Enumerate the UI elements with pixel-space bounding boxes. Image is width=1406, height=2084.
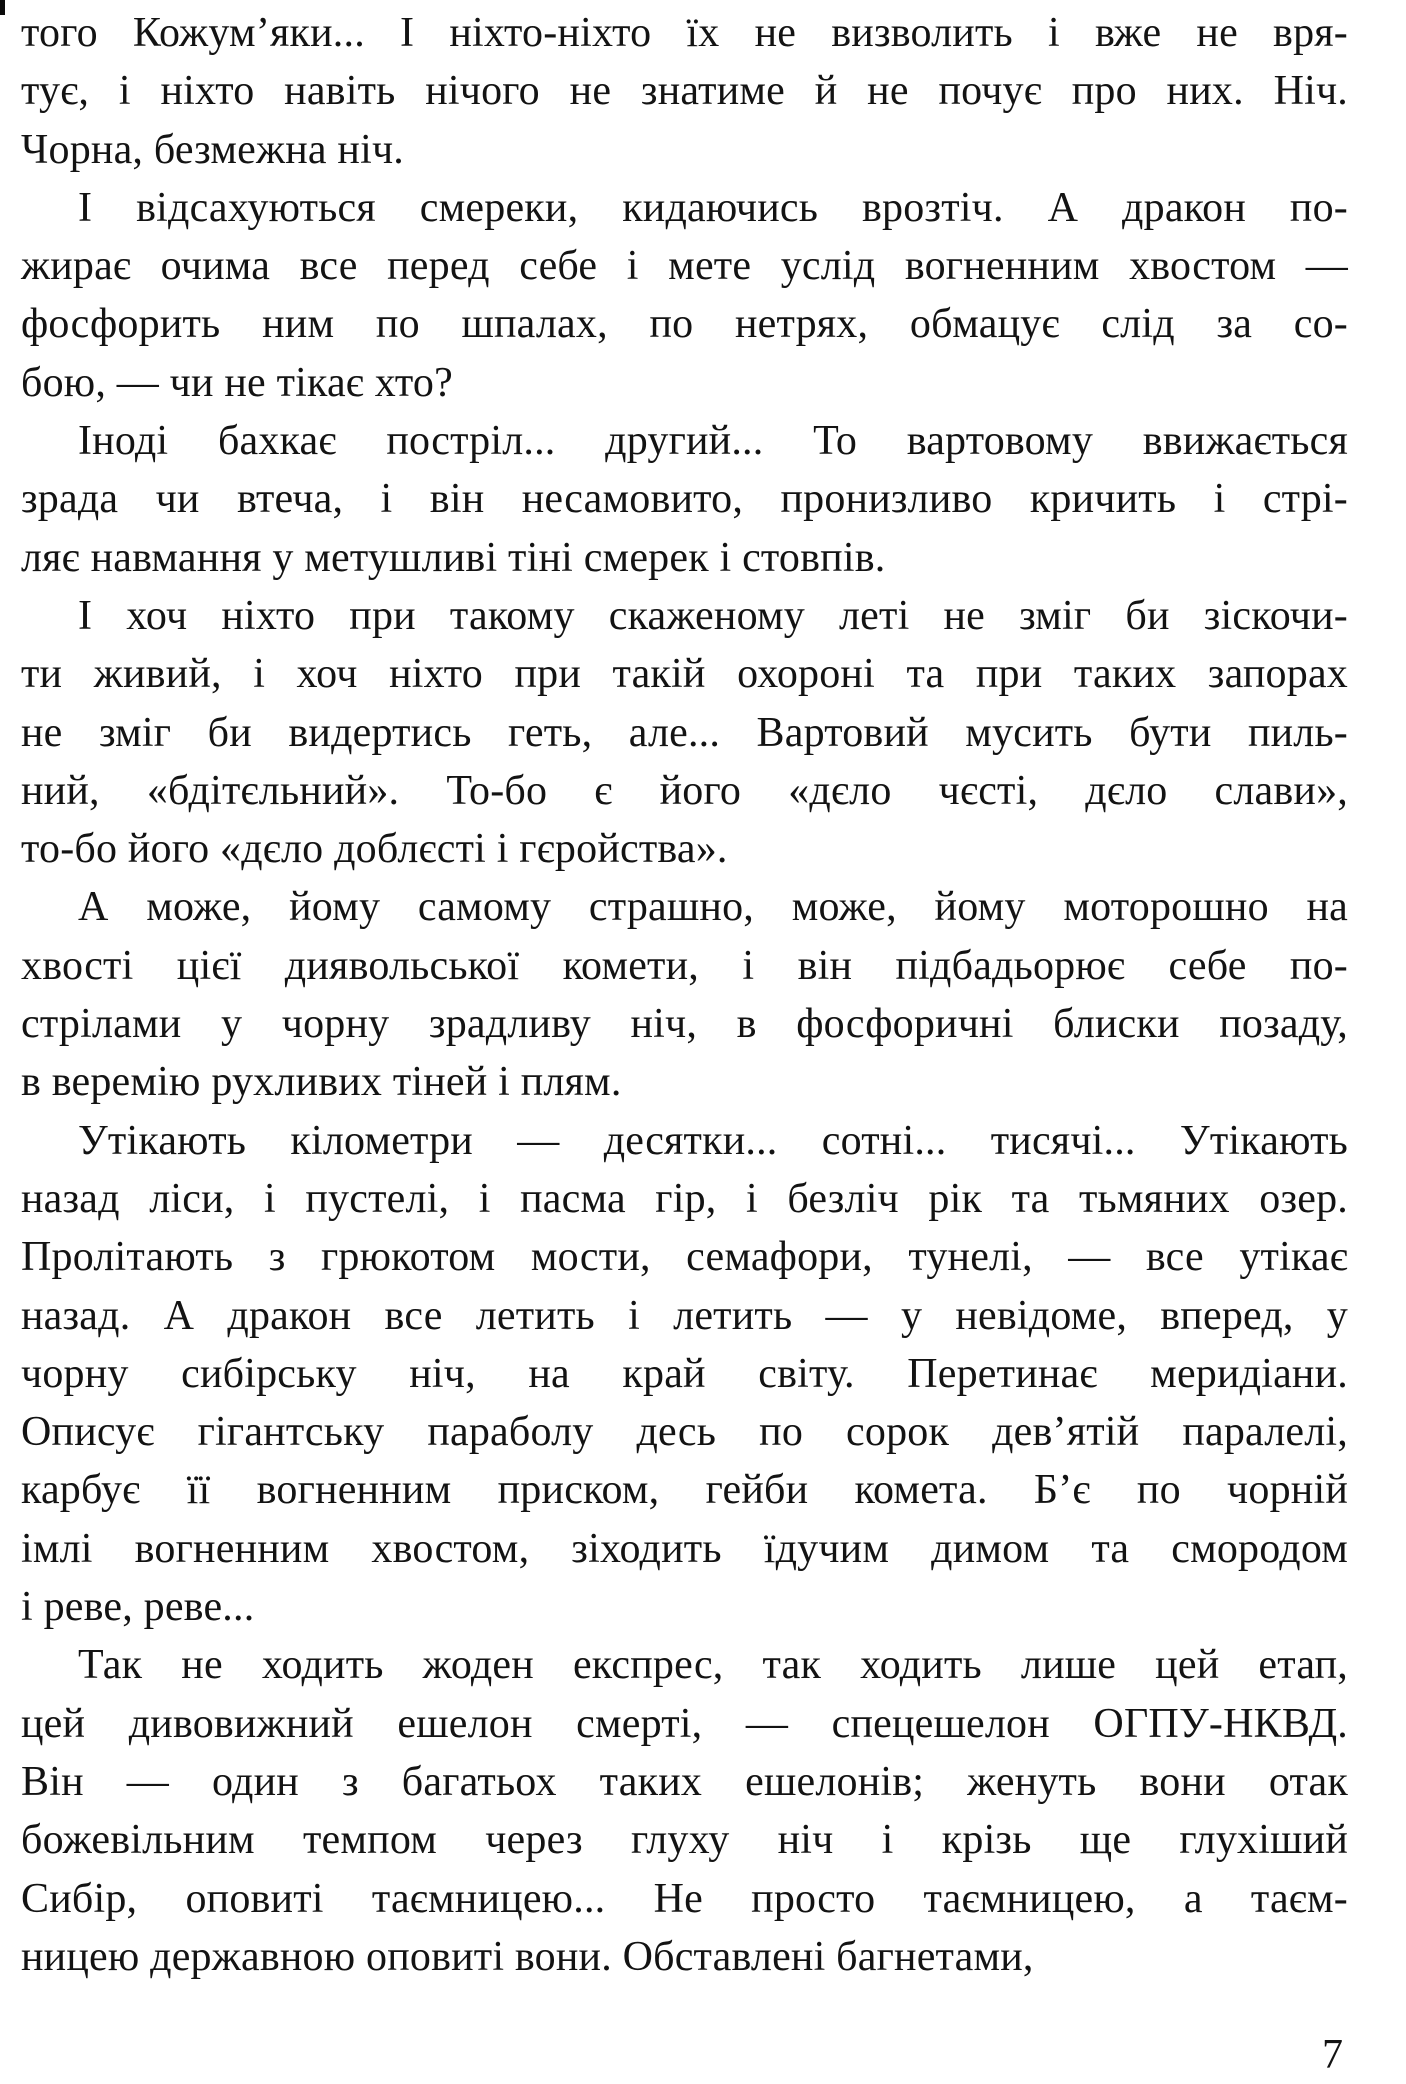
text-line: стрілами у чорну зрадливу ніч, в фосфоричні блиски позаду,: [21, 1001, 1348, 1048]
text-line: Чорна, безмежна ніч.: [21, 126, 405, 173]
text-line: божевільним темпом через глуху ніч і крізь ще глухіший: [21, 1817, 1348, 1864]
paragraph: [21, 1636, 1348, 1986]
text-line: фосфорить ним по шпалах, по нетрях, обмацує слід за со-: [21, 301, 1348, 348]
paragraph: [21, 1112, 1348, 1637]
page-number: 7: [1322, 2032, 1343, 2078]
text-line: не зміг би видертись геть, але... Вартовий мусить бути пиль-: [21, 709, 1348, 756]
text-line: І хоч ніхто при такому скаженому леті не зміг би зіскочи-: [78, 592, 1348, 639]
paragraph: [21, 179, 1348, 412]
text-line: Утікають кілометри — десятки... сотні... тисячі... Утікають: [78, 1117, 1348, 1164]
paragraph: [21, 4, 1348, 179]
paragraph: [21, 587, 1348, 878]
text-line: карбує її вогненним приском, гейби комета. Б’є по чорній: [21, 1467, 1348, 1514]
text-line: ний, «бдітєльний». То-бо є його «дєло чєсті, дєло слави»,: [21, 767, 1348, 814]
text-line: назад ліси, і пустелі, і пасма гір, і безліч рік та тьмяних озер.: [21, 1175, 1348, 1222]
book-page-text: [21, 4, 1348, 1986]
text-line: І відсахуються смереки, кидаючись врозтіч. А дракон по-: [78, 184, 1348, 231]
text-line: цей дивовижний ешелон смерті, — спецешелон ОГПУ-НКВД.: [21, 1700, 1348, 1747]
text-line: бою, — чи не тікає хто?: [21, 359, 453, 406]
text-line: зрада чи втеча, і він несамовито, пронизливо кричить і стрі-: [21, 476, 1348, 523]
text-line: Пролітають з грюкотом мости, семафори, тунелі, — все утікає: [21, 1234, 1348, 1281]
text-line: Іноді бахкає постріл... другий... То вартовому ввижається: [78, 418, 1348, 465]
text-line: жирає очима все перед себе і мете услід вогненним хвостом —: [21, 243, 1348, 290]
text-line: назад. А дракон все летить і летить — у невідоме, вперед, у: [21, 1292, 1348, 1339]
text-line: в веремію рухливих тіней і плям.: [21, 1059, 622, 1106]
text-line: імлі вогненним хвостом, зіходить їдучим димом та смородом: [21, 1525, 1348, 1572]
text-line: ти живий, і хоч ніхто при такій охороні та при таких запорах: [21, 651, 1348, 698]
text-line: то-бо його «дєло доблєсті і гєройства».: [21, 826, 728, 873]
text-line: А може, йому самому страшно, може, йому моторошно на: [78, 884, 1348, 931]
text-line: Сибір, оповиті таємницею... Не просто таємницею, а таєм-: [21, 1875, 1348, 1922]
text-line: Описує гігантську параболу десь по сорок дев’ятій паралелі,: [21, 1409, 1348, 1456]
text-line: Він — один з багатьох таких ешелонів; женуть вони отак: [21, 1758, 1348, 1805]
text-line: чорну сибірську ніч, на край світу. Перетинає меридіани.: [21, 1350, 1348, 1397]
paragraph: [21, 412, 1348, 587]
text-line: того Кожум’яки... І ніхто-ніхто їх не визволить і вже не вря-: [21, 10, 1348, 56]
text-line: хвості цієї диявольської комети, і він підбадьорює себе по-: [21, 942, 1348, 989]
text-line: Так не ходить жоден експрес, так ходить лише цей етап,: [78, 1642, 1348, 1689]
paragraph: [21, 878, 1348, 1111]
text-line: ницею державною оповиті вони. Обставлені багнетами,: [21, 1933, 1034, 1980]
text-line: і реве, реве...: [21, 1584, 255, 1631]
text-line: тує, і ніхто навіть нічого не знатиме й не почує про них. Ніч.: [21, 68, 1348, 115]
text-line: ляє навмання у метушливі тіні смерек і стовпів.: [21, 534, 886, 581]
scan-artifact-mark: [0, 0, 5, 15]
